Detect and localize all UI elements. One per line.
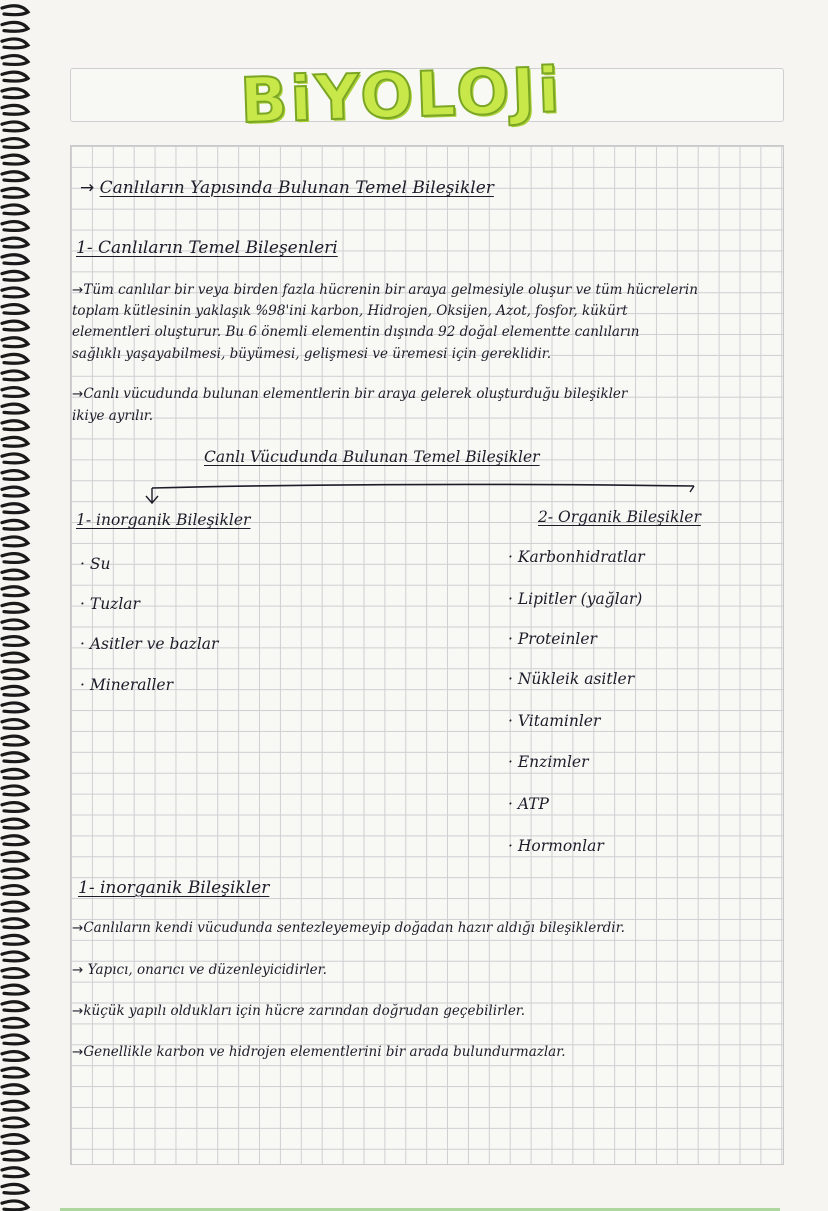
spiral-ring xyxy=(2,454,28,463)
organic-item-4-text: Nükleik asitler xyxy=(517,670,635,688)
spiral-ring xyxy=(2,803,28,812)
organic-item-3-text: Proteinler xyxy=(517,630,597,648)
spiral-ring xyxy=(2,620,28,629)
inorganic-item-3: · Asitler ve bazlar xyxy=(80,635,219,653)
spiral-ring xyxy=(2,1118,28,1127)
main-heading: → Canlıların Yapısında Bulunan Temel Bileşikler xyxy=(80,178,494,198)
inorganic-item-2: · Tuzlar xyxy=(80,595,140,613)
spiral-ring xyxy=(2,952,28,961)
spiral-ring xyxy=(2,6,28,15)
spiral-ring xyxy=(2,1101,28,1110)
inorganic-title: 1- inorganik Bileşikler xyxy=(76,511,251,529)
organic-item-6-text: Enzimler xyxy=(517,753,589,771)
inorganic-item-1-text: Su xyxy=(89,555,111,573)
inorganic-item-4: · Mineraller xyxy=(80,676,173,694)
organic-item-1-text: Karbonhidratlar xyxy=(517,548,645,566)
spiral-ring xyxy=(2,1068,28,1077)
spiral-ring xyxy=(2,1151,28,1160)
spiral-ring xyxy=(2,56,28,65)
spiral-ring xyxy=(2,935,28,944)
organic-item-4: · Nükleik asitler xyxy=(508,670,635,688)
spiral-ring xyxy=(2,1135,28,1144)
spiral-ring xyxy=(2,255,28,264)
paragraph-line-1: →Tüm canlılar bir veya birden fazla hücrenin bir araya gelmesiyle oluşur ve tüm hücrelerin xyxy=(72,282,698,298)
inorganic-item-1: · Su xyxy=(80,555,111,573)
spiral-ring xyxy=(2,122,28,131)
spiral-ring xyxy=(2,985,28,994)
organic-item-7: · ATP xyxy=(508,795,549,813)
paragraph-line-1-text: Tüm canlılar bir veya birden fazla hücrenin bir araya gelmesiyle oluşur ve tüm hücrelerin xyxy=(83,282,698,298)
section2-line-2: → Yapıcı, onarıcı ve düzenleyicidirler. xyxy=(72,962,327,978)
tree-title: Canlı Vücudunda Bulunan Temel Bileşikler xyxy=(204,448,540,466)
spiral-ring xyxy=(2,902,28,911)
spiral-ring xyxy=(2,753,28,762)
spiral-ring xyxy=(2,188,28,197)
spiral-ring xyxy=(2,155,28,164)
spiral-ring xyxy=(2,89,28,98)
organic-item-5: · Vitaminler xyxy=(508,712,601,730)
spiral-ring xyxy=(2,321,28,330)
section2-line-4-text: Genellikle karbon ve hidrojen elementlerini bir arada bulundurmazlar. xyxy=(83,1044,566,1060)
section2-title: 1- inorganik Bileşikler xyxy=(78,878,270,898)
spiral-ring xyxy=(2,421,28,430)
organic-item-8-text: Hormonlar xyxy=(517,837,604,855)
spiral-ring xyxy=(2,603,28,612)
page-title: BiYOLOJi xyxy=(238,53,564,138)
organic-item-2: · Lipitler (yağlar) xyxy=(508,590,643,608)
note-line-1: →Canlı vücudunda bulunan elementlerin bir araya gelerek oluşturduğu bileşikler xyxy=(72,386,628,402)
paragraph-line-2: toplam kütlesinin yaklaşık %98'ini karbon, Hidrojen, Oksijen, Azot, fosfor, kükürt xyxy=(72,303,628,319)
spiral-ring xyxy=(2,172,28,181)
spiral-ring xyxy=(2,437,28,446)
spiral-ring xyxy=(2,836,28,845)
organic-item-1: · Karbonhidratlar xyxy=(508,548,645,566)
spiral-ring xyxy=(2,686,28,695)
spiral-ring xyxy=(2,786,28,795)
spiral-ring xyxy=(2,222,28,231)
organic-item-7-text: ATP xyxy=(517,795,549,813)
organic-item-6: · Enzimler xyxy=(508,753,589,771)
section2-line-1-text: Canlıların kendi vücudunda sentezleyemeyip doğadan hazır aldığı bileşiklerdir. xyxy=(83,920,625,936)
section1-title: 1- Canlıların Temel Bileşenleri xyxy=(76,238,338,258)
spiral-ring xyxy=(2,554,28,563)
note-line-2: ikiye ayrılır. xyxy=(72,408,154,424)
spiral-ring xyxy=(2,1035,28,1044)
paragraph-line-4: sağlıklı yaşayabilmesi, büyümesi, gelişmesi ve üremesi için gereklidir. xyxy=(72,346,552,362)
inorganic-item-3-text: Asitler ve bazlar xyxy=(89,635,219,653)
section2-line-3: →küçük yapılı oldukları için hücre zarından doğrudan geçebilirler. xyxy=(72,1003,526,1019)
spiral-ring xyxy=(2,819,28,828)
spiral-ring xyxy=(2,1052,28,1061)
spiral-ring xyxy=(2,670,28,679)
spiral-ring xyxy=(2,769,28,778)
inorganic-item-2-text: Tuzlar xyxy=(89,595,140,613)
spiral-ring xyxy=(2,1184,28,1193)
spiral-ring xyxy=(2,105,28,114)
spiral-ring xyxy=(2,39,28,48)
spiral-ring xyxy=(2,703,28,712)
spiral-ring xyxy=(2,720,28,729)
section2-line-2-text: Yapıcı, onarıcı ve düzenleyicidirler. xyxy=(87,962,327,978)
organic-title: 2- Organik Bileşikler xyxy=(538,508,701,526)
section2-line-4: →Genellikle karbon ve hidrojen elementlerini bir arada bulundurmazlar. xyxy=(72,1044,566,1060)
organic-item-3: · Proteinler xyxy=(508,630,597,648)
spiral-ring xyxy=(2,471,28,480)
spiral-ring xyxy=(2,271,28,280)
spiral-ring xyxy=(2,1085,28,1094)
spiral-ring xyxy=(2,1002,28,1011)
spiral-ring xyxy=(2,338,28,347)
organic-item-2-text: Lipitler (yağlar) xyxy=(517,590,643,608)
spiral-ring xyxy=(2,570,28,579)
spiral-ring xyxy=(2,1201,28,1210)
spiral-ring xyxy=(2,371,28,380)
spiral-ring xyxy=(2,487,28,496)
spiral-ring xyxy=(2,288,28,297)
spiral-ring xyxy=(2,305,28,314)
organic-item-8: · Hormonlar xyxy=(508,837,604,855)
spiral-ring xyxy=(2,852,28,861)
spiral-ring xyxy=(2,919,28,928)
spiral-ring xyxy=(2,537,28,546)
spiral-ring xyxy=(2,969,28,978)
organic-item-5-text: Vitaminler xyxy=(517,712,601,730)
spiral-ring xyxy=(2,1018,28,1027)
spiral-ring xyxy=(2,637,28,646)
spiral-ring xyxy=(2,504,28,513)
spiral-ring xyxy=(2,653,28,662)
spiral-ring xyxy=(2,238,28,247)
note-line-1-text: Canlı vücudunda bulunan elementlerin bir araya gelerek oluşturduğu bileşikler xyxy=(83,386,628,402)
spiral-ring xyxy=(2,388,28,397)
paragraph-line-3: elementleri oluşturur. Bu 6 önemli elementin dışında 92 doğal elementte canlıların xyxy=(72,324,640,340)
spiral-ring xyxy=(2,587,28,596)
spiral-ring xyxy=(2,869,28,878)
spiral-ring xyxy=(2,72,28,81)
spiral-binding xyxy=(0,0,34,1211)
spiral-ring xyxy=(2,205,28,214)
inorganic-item-4-text: Mineraller xyxy=(89,676,173,694)
spiral-ring xyxy=(2,139,28,148)
main-heading-text: Canlıların Yapısında Bulunan Temel Bileşikler xyxy=(99,178,494,198)
spiral-ring xyxy=(2,520,28,529)
section2-line-3-text: küçük yapılı oldukları için hücre zarından doğrudan geçebilirler. xyxy=(83,1003,526,1019)
spiral-ring xyxy=(2,354,28,363)
spiral-ring xyxy=(2,886,28,895)
spiral-ring xyxy=(2,736,28,745)
spiral-ring xyxy=(2,404,28,413)
spiral-ring xyxy=(2,1168,28,1177)
section2-line-1: →Canlıların kendi vücudunda sentezleyemeyip doğadan hazır aldığı bileşiklerdir. xyxy=(72,920,625,936)
spiral-ring xyxy=(2,22,28,31)
